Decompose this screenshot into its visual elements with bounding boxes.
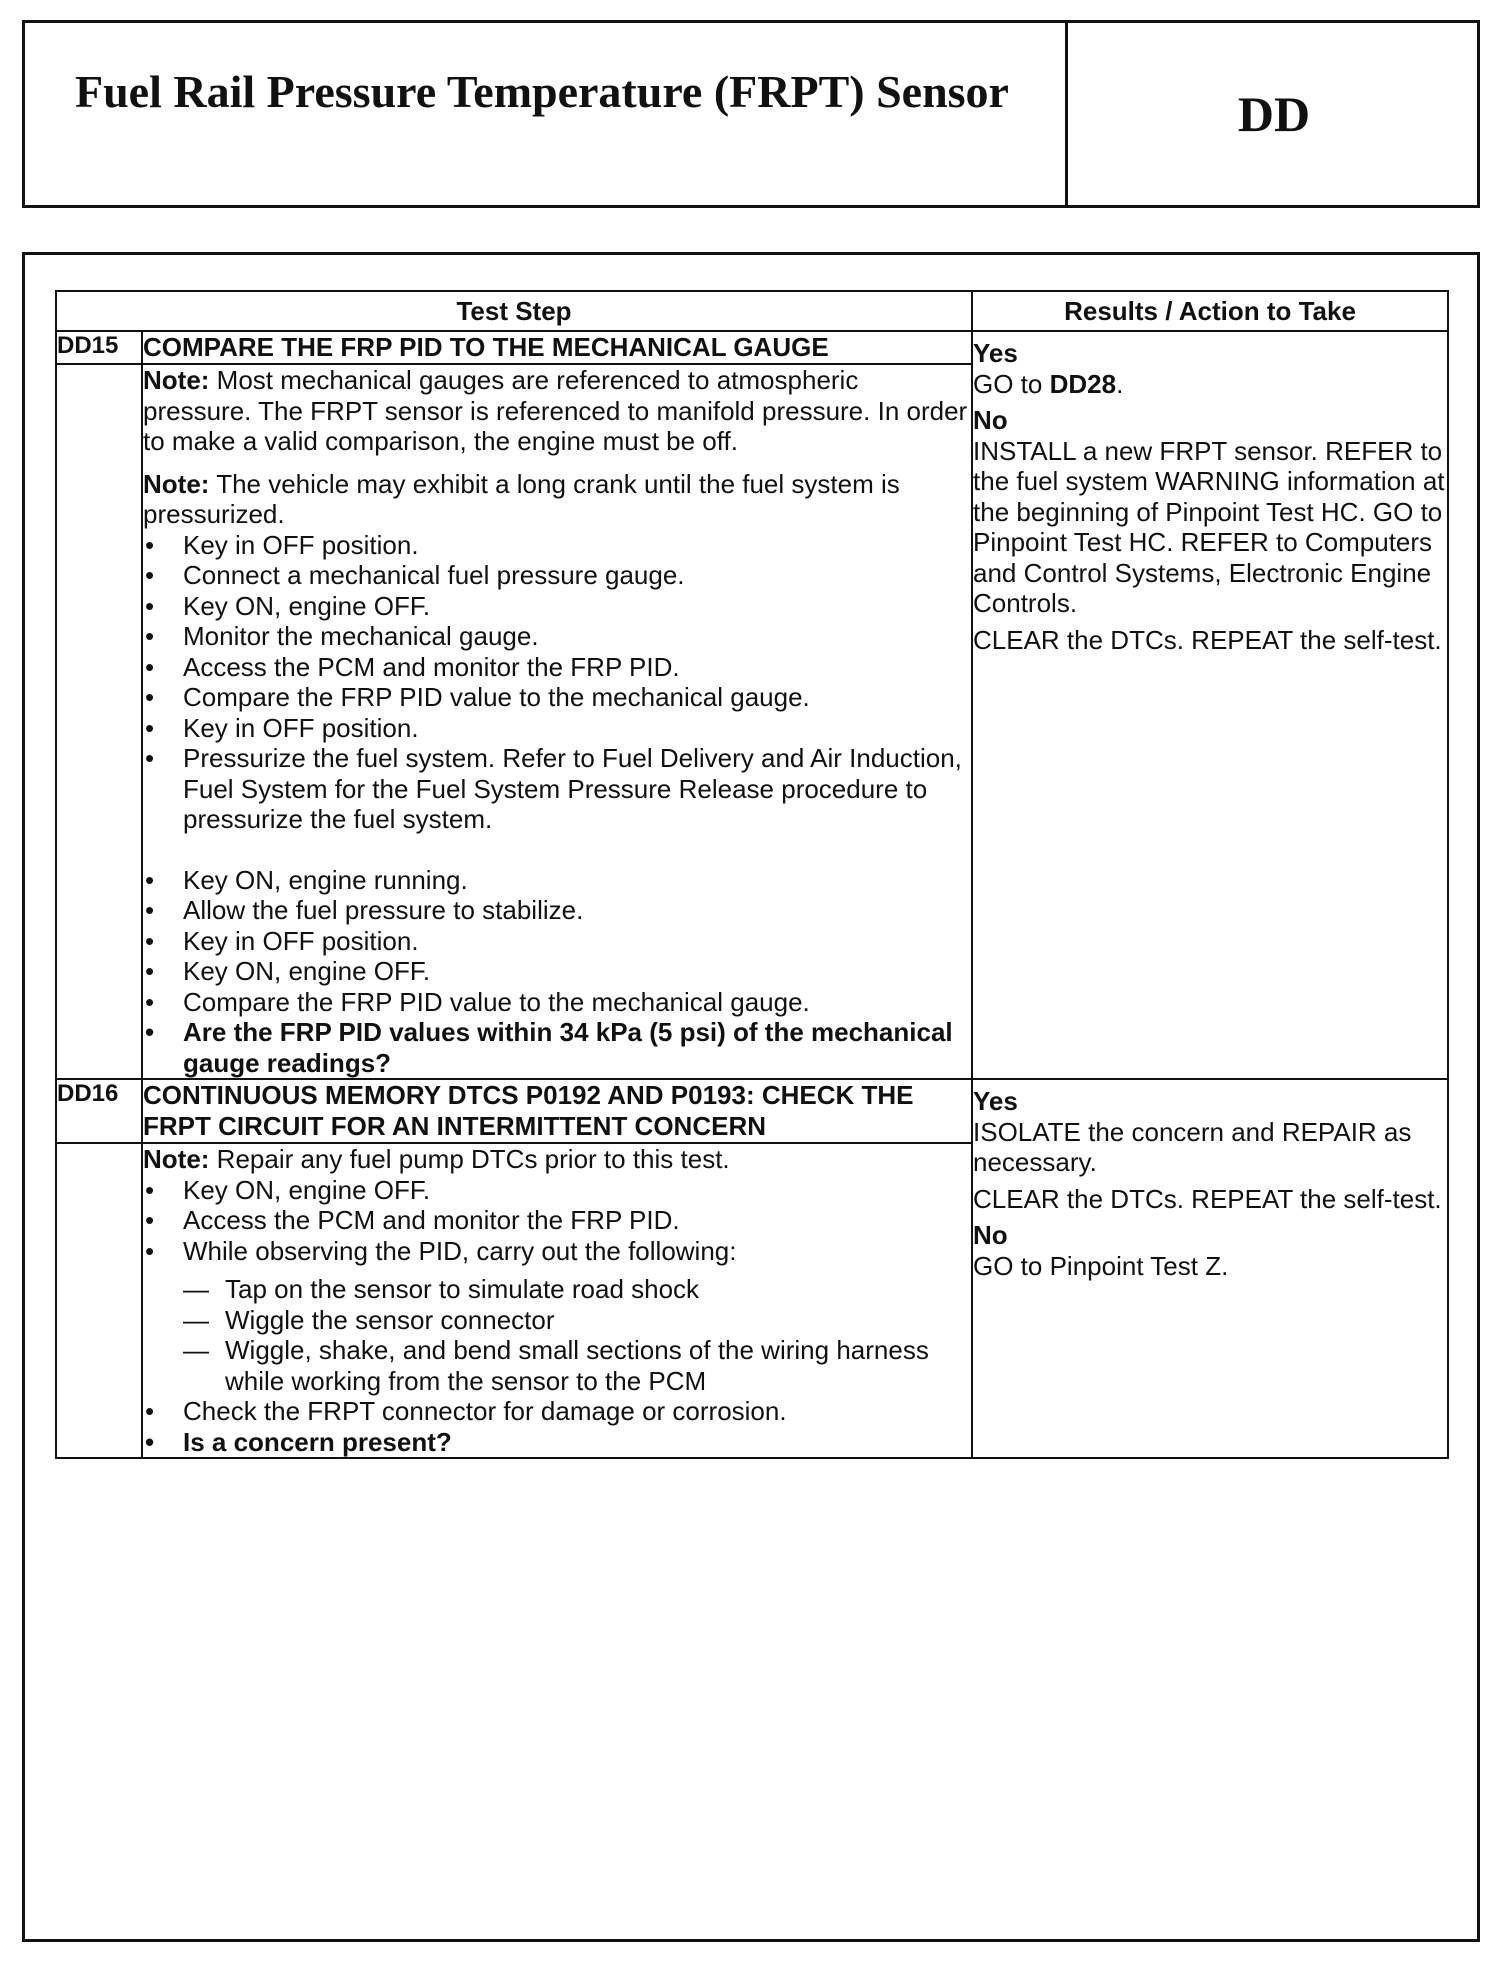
dd15-step-id: DD15 <box>56 331 142 364</box>
dd15-no-label: No <box>973 405 1008 435</box>
note-label: Note: <box>143 1144 210 1174</box>
list-item: • Access the PCM and monitor the FRP PID. <box>143 652 971 683</box>
dd15-step-body <box>142 364 972 1079</box>
section-code: DD <box>1237 86 1311 142</box>
dd15-steps-list <box>143 530 971 1079</box>
page-frame <box>22 252 1480 1942</box>
dd15-note-1 <box>143 365 971 457</box>
list-item: • Key ON, engine running. <box>143 865 971 896</box>
dd15-no-block <box>973 405 1447 655</box>
dd16-step-id: DD16 <box>56 1079 142 1143</box>
list-item: • While observing the PID, carry out the following: <box>143 1236 971 1267</box>
dd15-question: • Are the FRP PID values within 34 kPa (5 psi) of the mechanical gauge readings? <box>143 1017 971 1078</box>
dd16-steps-list <box>143 1175 971 1267</box>
dd16-step-body <box>142 1143 972 1458</box>
dd16-steps-list-2 <box>143 1396 971 1457</box>
column-header-test-step: Test Step <box>56 291 972 331</box>
list-item: — Tap on the sensor to simulate road shock <box>143 1274 971 1305</box>
dd16-yes-label: Yes <box>973 1086 1018 1116</box>
dd15-title-row <box>56 331 1448 364</box>
dd16-yes-block <box>973 1086 1447 1214</box>
list-item: • Pressurize the fuel system. Refer to Fuel Delivery and Air Induction, Fuel System for the Fuel System Pressure Release procedure to pressurize the fuel system. <box>143 743 971 835</box>
note-text: Most mechanical gauges are referenced to atmospheric pressure. The FRPT sensor is referenced to manifold pressure. In order to make a valid comparison, the engine must be off. <box>143 365 968 456</box>
dd16-no-block <box>973 1220 1447 1281</box>
dd16-yes-action: ISOLATE the concern and REPAIR as necessary. <box>973 1116 1412 1177</box>
list-item: • Key ON, engine OFF. <box>143 591 971 622</box>
dd16-yes-action-2: CLEAR the DTCs. REPEAT the self-test. <box>973 1183 1442 1214</box>
list-item: • Compare the FRP PID value to the mechanical gauge. <box>143 987 971 1018</box>
dd16-no-label: No <box>973 1220 1008 1250</box>
dd16-id-spacer <box>56 1143 142 1458</box>
dd16-note <box>143 1144 971 1175</box>
dd15-yes-suffix: . <box>1116 368 1124 399</box>
table-header-row <box>56 291 1448 331</box>
page-title: Fuel Rail Pressure Temperature (FRPT) Sensor <box>75 66 1009 117</box>
list-item: • Key ON, engine OFF. <box>143 1175 971 1206</box>
list-item: • Access the PCM and monitor the FRP PID. <box>143 1205 971 1236</box>
dd16-title-row <box>56 1079 1448 1143</box>
list-item: • Check the FRPT connector for damage or corrosion. <box>143 1396 971 1427</box>
dd15-yes-label: Yes <box>973 338 1018 368</box>
list-item: — Wiggle, shake, and bend small sections of the wiring harness while working from the sensor to the PCM <box>143 1335 971 1396</box>
dd15-yes-target: DD28 <box>1049 368 1117 399</box>
dd15-step-title: COMPARE THE FRP PID TO THE MECHANICAL GAUGE <box>142 331 972 364</box>
dd15-yes-prefix: GO to <box>973 368 1050 399</box>
header-box <box>22 20 1480 208</box>
note-label: Note: <box>143 365 210 395</box>
dd15-yes-action <box>973 369 1447 400</box>
dd15-no-action-2: CLEAR the DTCs. REPEAT the self-test. <box>973 624 1442 655</box>
list-item: • Key in OFF position. <box>143 713 971 744</box>
note-text: Repair any fuel pump DTCs prior to this test. <box>209 1144 730 1174</box>
list-item: • Compare the FRP PID value to the mechanical gauge. <box>143 682 971 713</box>
list-item: • Key ON, engine OFF. <box>143 956 971 987</box>
dd15-results-cell <box>972 331 1448 1079</box>
test-step-table <box>55 290 1449 1459</box>
list-item: • Allow the fuel pressure to stabilize. <box>143 895 971 926</box>
dd16-sub-steps-list <box>143 1274 971 1396</box>
note-text: The vehicle may exhibit a long crank until the fuel system is pressurized. <box>143 468 900 529</box>
dd16-question: • Is a concern present? <box>143 1427 971 1458</box>
column-header-results: Results / Action to Take <box>972 291 1448 331</box>
list-item: • Connect a mechanical fuel pressure gauge. <box>143 560 971 591</box>
dd15-note-2 <box>143 469 971 530</box>
list-item: • Key in OFF position. <box>143 530 971 561</box>
dd16-results-cell <box>972 1079 1448 1458</box>
list-item: • Monitor the mechanical gauge. <box>143 621 971 652</box>
dd15-yes-block <box>973 338 1447 399</box>
dd16-no-action: GO to Pinpoint Test Z. <box>973 1250 1229 1281</box>
dd15-id-spacer <box>56 364 142 1079</box>
dd15-no-action: INSTALL a new FRPT sensor. REFER to the fuel system WARNING information at the beginning of Pinpoint Test HC. GO to Pinpoint Test HC. REFER to Computers and Control Systems, Electronic Engine Controls. <box>973 435 1445 618</box>
note-label: Note: <box>143 468 210 499</box>
list-item: — Wiggle the sensor connector <box>143 1305 971 1336</box>
list-item: • Key in OFF position. <box>143 926 971 957</box>
dd16-step-title: CONTINUOUS MEMORY DTCS P0192 AND P0193: CHECK THE FRPT CIRCUIT FOR AN INTERMITTENT CONCERN <box>142 1079 972 1143</box>
